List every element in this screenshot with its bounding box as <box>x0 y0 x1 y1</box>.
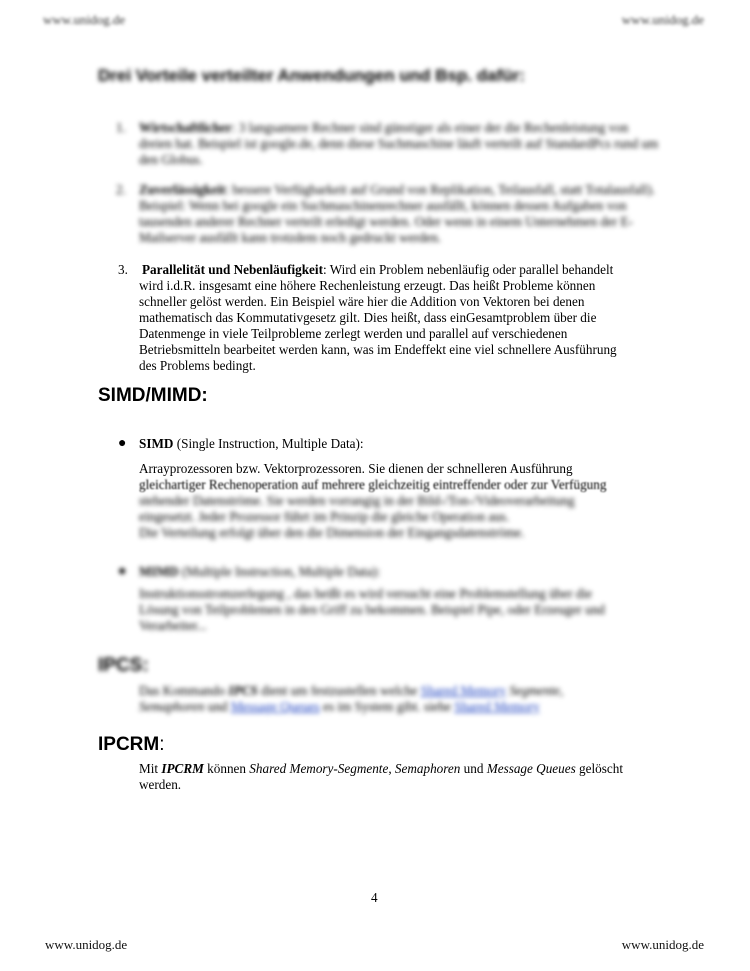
simd-line-1: gleichartiger Rechenoperation auf mehrere gleichzeitig eintreffender oder zur Verfügung <box>139 477 607 492</box>
ipcrm-sep: , <box>388 761 395 776</box>
mimd-line-1: Lösung von Teilproblemen in den Griff zu bekommen. Beispiel Pipe, oder Erzeuger und <box>139 602 605 617</box>
simd-line-3: eingesetzt. Jeder Prozessor führt im Prinzip die gleiche Operation aus. <box>139 509 510 524</box>
item3-line-5: Betriebsmitteln bearbeitet werden kann, was im Endeffekt eine viel schnellere Ausführung <box>139 342 617 357</box>
heading-ipcrm-text: IPCRM <box>98 734 160 755</box>
item3-line0-text: : Wird ein Problem nebenläufig oder parallel behandelt <box>322 262 614 277</box>
simd-line-0: Arrayprozessoren bzw. Vektorprozessoren. Sie dienen der schnelleren Ausführung <box>139 461 573 476</box>
mimd-rest: (Multiple Instruction, Multiple Data): <box>178 564 381 579</box>
item2-paragraph <box>139 182 659 246</box>
shared-memory-link-2[interactable]: Shared Memory <box>454 699 540 714</box>
heading-ipcrm-colon: : <box>159 734 165 755</box>
item3-line-1: wird i.d.R. insgesamt eine höhere Rechenleistung erzeugt. Das heißt Probleme können <box>139 278 596 293</box>
ipcs-mid2: Segmente, <box>506 683 564 698</box>
ipcrm-and: und <box>460 761 487 776</box>
simd-title <box>139 436 364 452</box>
ipcrm-cmd: IPCRM <box>161 761 204 776</box>
ipcs-pre: Das Kommando <box>139 683 229 698</box>
ipcrm-semaphoren: Semaphoren <box>394 761 461 776</box>
simd-rest: (Single Instruction, Multiple Data): <box>173 436 364 451</box>
ipcrm-post: gelöscht <box>575 761 623 776</box>
footer-right-watermark: www.unidog.de <box>621 937 704 952</box>
shared-memory-link-1[interactable]: Shared Memory <box>420 683 507 698</box>
item3-bold: Parallelität und Nebenläufigkeit <box>142 262 323 277</box>
mimd-title <box>139 564 380 580</box>
item1-bold: Wirtschaftlicher <box>139 120 232 135</box>
heading-ipcs: IPCS: <box>98 655 149 676</box>
ipcs-mid4: es im System gibt. siehe <box>319 699 455 714</box>
ipcrm-line-0 <box>139 761 623 777</box>
heading-ipcrm <box>98 734 165 756</box>
item1-number: 1. <box>116 120 126 135</box>
heading-simd-mimd: SIMD/MIMD: <box>98 385 208 406</box>
item3-number: 3. <box>118 262 128 277</box>
mimd-bullet: ● <box>118 564 127 579</box>
item1-paragraph <box>139 120 659 168</box>
simd-bold: SIMD <box>139 436 174 451</box>
item2-text: : bessere Verfügbarkeit auf Grund von Replikation, Teilausfall, statt Totalausfall). Beispiel: Wenn bei google ein Suchmaschinenrechner ausfällt, können dessen Aufgaben von tausenden anderer Rechner verteilt erledigt werden. Oder wenn in einem Unternehmen der E-Mailserver ausfällt kann trotzdem noch gedruckt werden. <box>139 182 656 245</box>
item3-line-6: des Problems bedingt. <box>139 358 256 373</box>
simd-line-4: Die Verteilung erfolgt über den die Dimension der Eingangsdatenströme. <box>139 525 525 540</box>
message-queues-link[interactable]: Message Queues <box>230 699 320 714</box>
mimd-line-0: Instruktionsstromzerlegung , das heißt es wird versucht eine Problemstellung über die <box>139 586 593 601</box>
mimd-line-2: Verarbeiter... <box>139 618 207 633</box>
simd-bullet: ● <box>118 436 127 451</box>
item3-line-4: Datenmenge in viele Teilprobleme zerlegt werden und parallel auf verschiedenen <box>139 326 568 341</box>
ipcs-und: und <box>204 699 231 714</box>
item3-line-2: schneller gelöst werden. Ein Beispiel wäre hier die Addition von Vektoren bei denen <box>139 294 585 309</box>
ipcs-mid: dient um festzustellen welche <box>257 683 421 698</box>
simd-line-2: stehender Datenströme. Sie werden vorrangig in der Bild-/Ton-/Videoverarbeitung <box>139 493 575 508</box>
ipcrm-shared-memory: Shared Memory-Segmente <box>249 761 389 776</box>
ipcrm-message-queues: Message Queues <box>486 761 576 776</box>
item2-bold: Zuverlässigkeit <box>139 182 226 197</box>
ipcs-line-1 <box>139 699 540 715</box>
ipcrm-mid: können <box>203 761 250 776</box>
ipcrm-pre: Mit <box>139 761 162 776</box>
ipcs-semaphoren: Semaphoren <box>139 699 205 714</box>
header-left-watermark: www.unidog.de <box>43 12 126 27</box>
item1-text: : 3 langsamere Rechner sind günstiger als einer der die Rechenleistung von dreien hat. Beispiel ist google.de, denn diese Suchmaschine läuft verteilt auf StandardPcs rund um den Globus. <box>139 120 659 167</box>
ipcrm-line-1: werden. <box>139 777 182 792</box>
header-right-watermark: www.unidog.de <box>621 12 704 27</box>
item3-line-0 <box>142 262 682 278</box>
mimd-bold: MIMD <box>139 564 179 579</box>
page-number: 4 <box>371 890 378 905</box>
footer-left-watermark: www.unidog.de <box>45 937 128 952</box>
item2-number: 2. <box>116 182 126 197</box>
heading-drei-vorteile: Drei Vorteile verteilter Anwendungen und Bsp. dafür: <box>98 66 525 85</box>
item3-line-3: mathematisch das Kommutativgesetz gilt. Dies heißt, dass einGesamtproblem über die <box>139 310 597 325</box>
ipcs-line-0 <box>139 683 563 699</box>
ipcs-cmd: IPCS <box>228 683 258 698</box>
